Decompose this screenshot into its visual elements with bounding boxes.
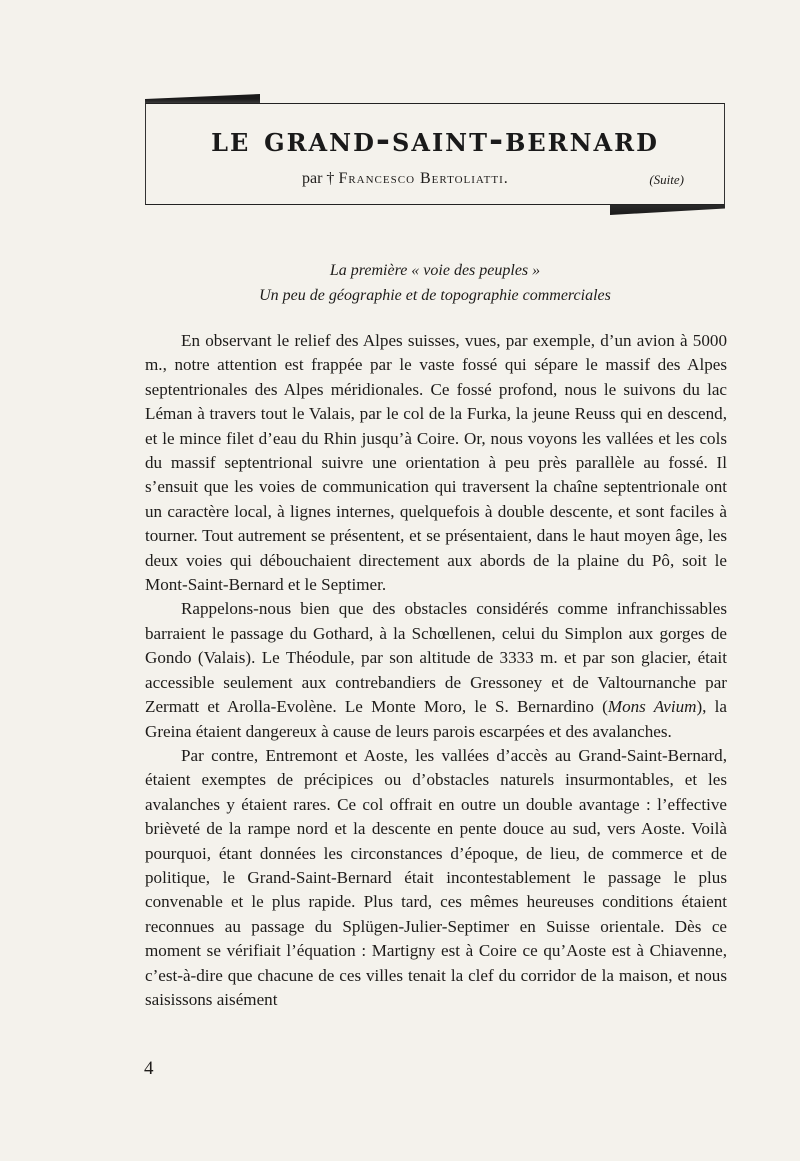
paragraph-2-text-before: Rappelons-nous bien que des obstacles considérés comme infranchissables barraient le passage du Gothard, à la Schœllenen, celui du Simplon aux gorges de Gondo (Valais). Le Théodule, par son altitude de 3333 m. et par son glacier, était accessible seulement aux contrebandiers de Gressoney et de Valtournanche par Zermatt et Arolla-Evolène. Le Monte Moro, le S. Bernardino ( [145,599,727,717]
mons-avium-italic: Mons Avium [607,697,697,717]
article-title: le grand-saint-bernard [211,120,659,160]
suite-label: (Suite) [649,172,684,187]
decorative-bar-top [145,94,260,103]
paragraph-1: En observant le relief des Alpes suisses, vues, par exemple, d’un avion à 5000 m., notre attention est frappée par le vaste fossé qui sépare le massif des Alpes septentrionales des Alpes méridionales. Ce fossé profond, nous le suivons du lac Léman à travers tout le Valais, par le col de la Furka, la jeune Reuss qui en descend, et le mince filet d’eau du Rhin jusqu’à Coire. Or, nous voyons les vallées et les cols du massif septentrional suivre une orientation à peu près parallèle au fossé. Il s’ensuit que les voies de communication qui traversent la chaîne septentrionale ont un caractère local, à lignes internes, quelquefois à double descente, et sont faciles à tourner. Tout autrement se présentent, et se présentaient, dans le haut moyen âge, les deux voies qui débouchaient directement aux abords de la plaine du Pô, soit le Mont-Saint-Bernard et le Septimer. [145,331,727,595]
page-number: 4 [144,1058,154,1079]
paragraph-2-text-after: ), la Greina étaient dangereux à cause de leurs parois escarpées et des avalanches. [145,697,728,741]
section-subtitle-line2: Un peu de géographie et de topographie commerciales [259,287,611,304]
byline-prefix: par † [302,170,339,187]
decorative-bar-bottom [610,205,725,215]
paragraph-3: Par contre, Entremont et Aoste, les vallées d’accès au Grand-Saint-Bernard, étaient exemptes de précipices ou d’obstacles naturels insurmontables, et les avalanches y étaient rares. Ce col offrait en outre un double avantage : l’effective brièveté de la rampe nord et la descente en pente douce au sud, vers Aoste. Voilà pourquoi, étant données les circonstances d’époque, de lieu, de commerce et de politique, le Grand-Saint-Bernard était incontestablement le passage le plus convenable et le plus rapide. Plus tard, ces mêmes heureuses conditions étaient reconnues au passage du Splügen-Julier-Septimer en Suisse orientale. Dès ce moment se vérifiait l’équation : Martigny est à Coire ce qu’Aoste est à Chiavenne, c’est-à-dire que chacune de ces villes tenait la clef du corridor de la maison, et nous saisissons aisément [145,745,727,1009]
section-subtitle-line1: La première « voie des peuples » [329,262,541,279]
paragraph-2 [145,597,727,743]
byline [302,170,509,188]
title-box [145,103,725,205]
author-name: Francesco Bertoliatti. [338,170,509,187]
body-text [145,329,727,1012]
